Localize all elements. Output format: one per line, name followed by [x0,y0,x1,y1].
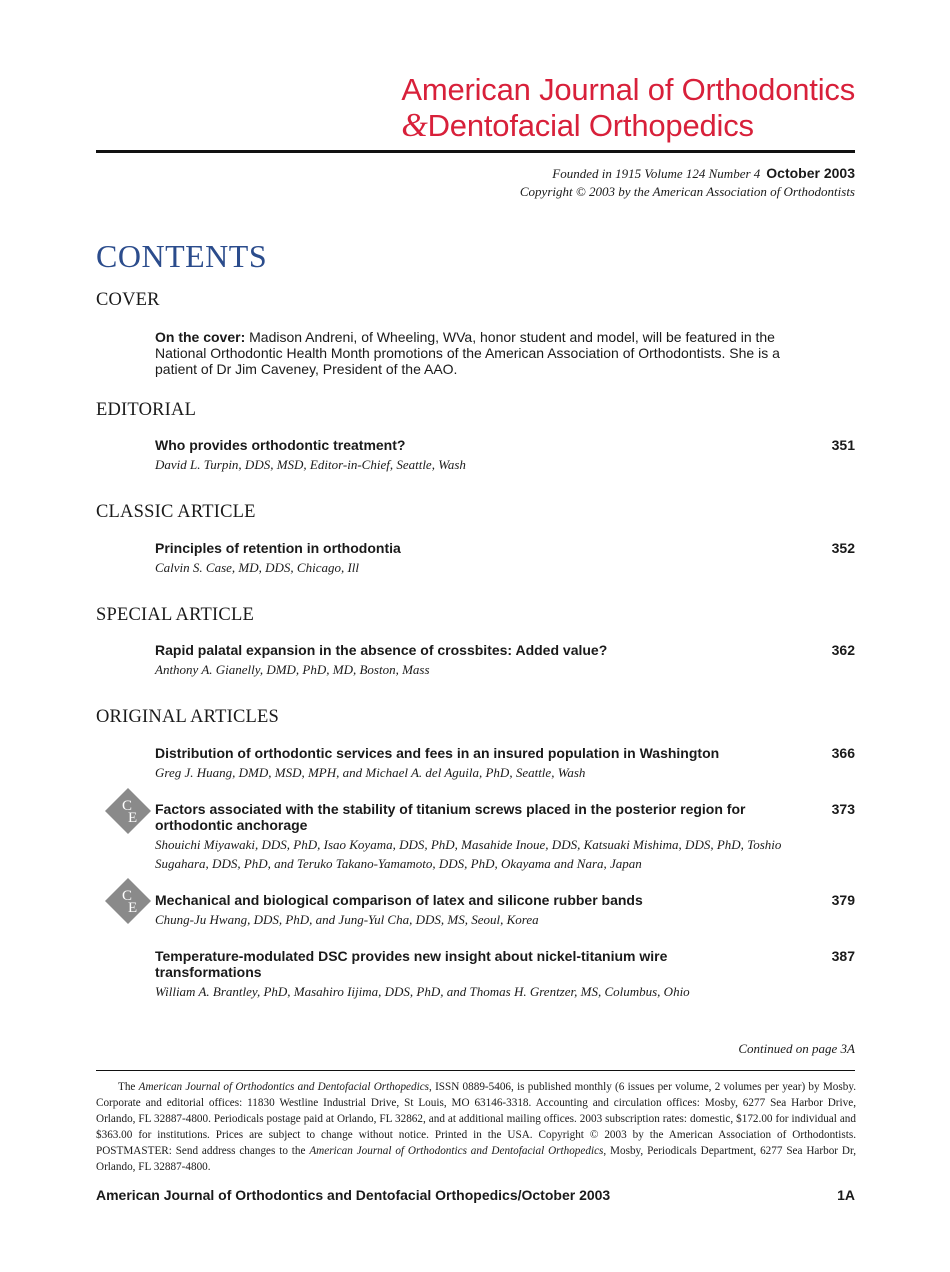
page-number: 362 [831,642,855,658]
continued-note: Continued on page 3A [738,1041,855,1056]
page-number: 351 [831,437,855,453]
page-number: 373 [831,801,855,817]
article-authors: William A. Brantley, PhD, Masahiro Iijima, DDS, PhD, and Thomas H. Grentzer, MS, Columbus, Ohio [155,984,690,999]
article-authors: Shouichi Miyawaki, DDS, PhD, Isao Koyama, DDS, PhD, Masahide Inoue, DDS, Katsuaki Mishima, DDS, PhD, Toshio Sugahara, DDS, PhD, and Teruko Takano-Yamamoto, DDS, PhD, Okayama and Nara, Japan [155,837,782,871]
section-heading-classic: CLASSIC ARTICLE [96,502,256,522]
article-authors: Calvin S. Case, MD, DDS, Chicago, Ill [155,560,360,575]
footer-page-number: 1A [837,1187,855,1203]
toc-entry-original-1[interactable] [155,745,855,782]
article-authors: Greg J. Huang, DMD, MSD, MPH, and Michael A. del Aguila, PhD, Seattle, Wash [155,765,586,780]
section-heading-cover: COVER [96,290,160,310]
page-number: 352 [831,540,855,556]
masthead-line-2 [401,108,855,144]
section-heading-original: ORIGINAL ARTICLES [96,707,279,727]
bottom-divider [96,1070,855,1071]
cover-text: Madison Andreni, of Wheeling, WVa, honor student and model, will be featured in the National Orthodontic Health Month promotions of the American Association of Orthodontists. She is a patient of Dr Jim Caveney, President of the AAO. [155,329,780,377]
section-heading-special: SPECIAL ARTICLE [96,605,254,625]
article-title[interactable]: Mechanical and biological comparison of latex and silicone rubber bands [155,892,643,908]
article-title[interactable]: Principles of retention in orthodontia [155,540,401,556]
cover-description [155,329,815,377]
article-title[interactable]: Distribution of orthodontic services and fees in an insured population in Washington [155,745,720,761]
toc-entry-original-4[interactable] [155,948,855,1001]
copyright-line: Copyright © 2003 by the American Association of Orthodontists [519,184,855,199]
publication-fine-print [96,1079,856,1175]
fine-print-part-2: , ISSN 0889-5406, is published monthly (6 issues per volume, 2 volumes per year) by Mosby. Corporate and editorial offices: 11830 Westline Industrial Drive, St Louis, MO 63146-3318. Accounting and circulation offices: Mosby, 6277 Sea Harbor Drive, Orlando, FL 32887-4800. Periodicals postage paid at Orlando, FL 32862, and at additional mailing offices. 2003 subscription rates: domestic, $172.00 for individual and $363.00 for institutions. Prices are subject to change without notice. Printed in the USA. Copyright © 2003 by the American Association of Orthodontists. POSTMASTER: Send address changes to the [96,1081,856,1157]
journal-masthead [401,72,855,144]
toc-entry-original-3[interactable] [155,892,855,929]
masthead-line-2-text: Dentofacial Orthopedics [427,108,754,143]
page-number: 379 [831,892,855,908]
article-title[interactable]: Factors associated with the stability of titanium screws placed in the posterior region for orthodontic anchorage [155,801,746,833]
ce-letter-e: E [128,900,138,916]
article-authors: David L. Turpin, DDS, MSD, Editor-in-Chief, Seattle, Wash [155,457,466,472]
toc-entry-original-2[interactable] [155,801,855,873]
section-heading-editorial: EDITORIAL [96,400,197,420]
toc-entry-classic[interactable] [155,540,855,577]
ce-letter-e: E [128,810,138,826]
article-authors: Chung-Ju Hwang, DDS, PhD, and Jung-Yul Cha, DDS, MS, Seoul, Korea [155,912,539,927]
masthead-ampersand: & [401,107,428,144]
fine-print-journal-2: American Journal of Orthodontics and Dentofacial Orthopedics [309,1145,604,1157]
footer-journal-date: American Journal of Orthodontics and Dentofacial Orthopedics/October 2003 [96,1187,611,1203]
issue-date: October 2003 [766,165,855,181]
fine-print-part-3: , Mosby, Periodicals Department, 6277 Sea Harbor Dr, Orlando, FL 32887-4800. [96,1145,857,1173]
toc-entry-editorial[interactable] [155,437,855,474]
cover-label: On the cover: [155,329,246,345]
ce-letter-c: C [122,888,133,904]
article-title[interactable]: Temperature-modulated DSC provides new insight about nickel-titanium wire transformations [155,948,668,980]
ce-credit-icon [103,876,153,926]
page-number: 387 [831,948,855,964]
toc-entry-special[interactable] [155,642,855,679]
ce-credit-icon [103,786,153,836]
masthead-line-1: American Journal of Orthodontics [401,72,855,107]
issue-info [520,164,855,201]
contents-title: CONTENTS [96,238,268,274]
fine-print-journal-1: American Journal of Orthodontics and Dentofacial Orthopedics [138,1081,430,1093]
founded-volume: Founded in 1915 Volume 124 Number 4 [552,166,761,181]
top-divider [96,150,855,153]
article-title[interactable]: Rapid palatal expansion in the absence of crossbites: Added value? [155,642,608,658]
article-authors: Anthony A. Gianelly, DMD, PhD, MD, Boston, Mass [155,662,430,677]
ce-letter-c: C [122,798,133,814]
fine-print-part-1: The [118,1081,139,1093]
page-footer [96,1187,855,1203]
article-title[interactable]: Who provides orthodontic treatment? [155,437,406,453]
page-number: 366 [831,745,855,761]
